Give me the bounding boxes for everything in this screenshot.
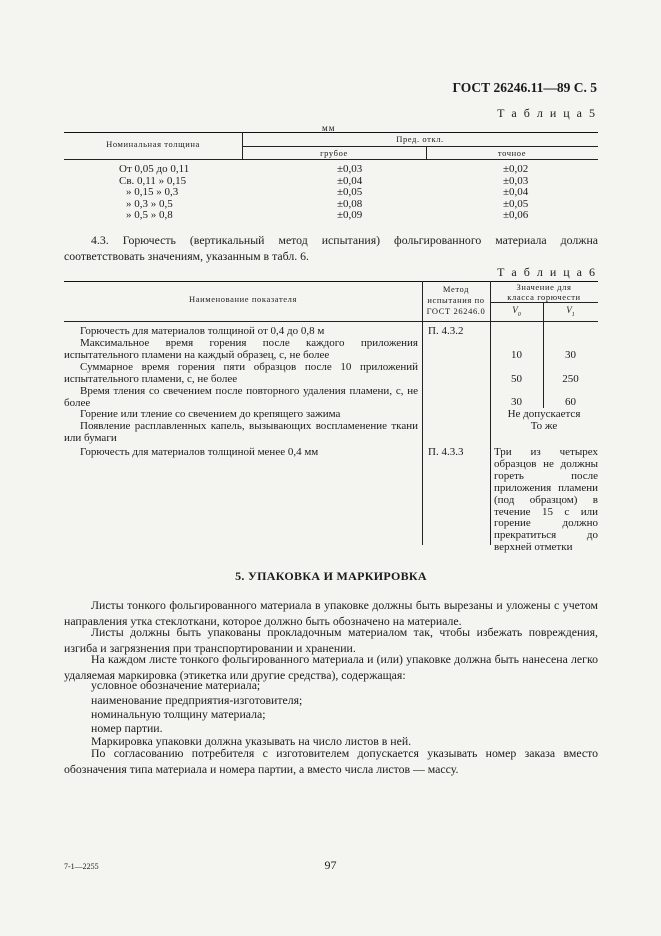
table6-row-4-v0: 30	[511, 396, 522, 408]
table5-row-5-fine: ±0,06	[503, 209, 529, 221]
table6-header-v1	[543, 305, 598, 318]
table6-row-1-method: П. 4.3.2	[428, 325, 464, 337]
table5-row-1-fine: ±0,02	[503, 163, 529, 175]
marking-item-1: условное обозначение материала;	[91, 678, 261, 692]
table5-row-2-rough: ±0,04	[337, 175, 363, 187]
marking-item-4: номер партии.	[91, 721, 163, 735]
section5-paragraph-4: Маркировка упаковки должна указывать на число листов в ней.	[91, 734, 412, 748]
table5-row-2-fine: ±0,03	[503, 175, 529, 187]
section5-paragraph-5: По согласованию потребителя с изготовителем допускается указывать номер заказа вместо обозначения типа материала и номера партии, а вместо числа листов — массу.	[64, 746, 598, 776]
table6-header-v1-letter: V	[566, 305, 572, 315]
document-header: ГОСТ 26246.11—89 С. 5	[452, 80, 597, 95]
table6-header-method-2: испытания по	[427, 295, 485, 305]
table5-row-1-thickness: От 0,05 до 0,11	[119, 163, 190, 175]
page-number: 97	[324, 858, 337, 872]
table5-unit: мм	[322, 123, 336, 133]
table6-caption: Т а б л и ц а 6	[497, 265, 597, 279]
table5-row-4-fine: ±0,05	[503, 198, 529, 210]
table5-header-rough: грубое	[320, 148, 348, 158]
table6-row-1-name: Горючесть для материалов толщиной от 0,4 до 0,8 м	[80, 325, 325, 337]
marking-item-3: номинальную толщину материала;	[91, 707, 266, 721]
section5-paragraph-3: На каждом листе тонкого фольгированного материала и (или) упаковке должна быть нанесена легко удаляемая маркировка (этикетка или другие средства), содержащая:	[64, 652, 598, 682]
table6-row-7-name: Горючесть для материалов толщиной менее 0,4 мм	[80, 446, 319, 458]
table5-row-3-rough: ±0,05	[337, 186, 363, 198]
table6-header-value-1: Значение для	[516, 282, 572, 292]
table6-row-2-v0: 10	[511, 349, 522, 361]
table6-header-value-2: класса горючести	[507, 292, 581, 302]
paragraph-4-3: 4.3. Горючесть (вертикальный метод испытания) фольгированного материала должна соответствовать значениям, указанным в табл. 6.	[64, 233, 598, 263]
section5-paragraph-1: Листы тонкого фольгированного материала в упаковке должны быть вырезаны и уложены с учетом направления утка стеклоткани, которое должно быть обозначено на материале.	[64, 598, 598, 628]
table5-row-3-thickness: » 0,15 » 0,3	[126, 186, 179, 198]
table6-header-name: Наименование показателя	[188, 294, 297, 304]
table5-row-4-rough: ±0,08	[337, 198, 363, 210]
table5-header-tolerance: Пред. откл.	[396, 134, 444, 144]
table6-row-5-name: Горение или тление со свечением до крепящего зажима	[80, 408, 341, 420]
table6-row-7-method: П. 4.3.3	[428, 446, 464, 458]
table6-row-2-name: Максимальное время горения после каждого приложения испытательного пламени на каждый образец, с, не более	[64, 337, 418, 361]
marking-item-2: наименование предприятия-изготовителя;	[91, 693, 303, 707]
table5-row-2-thickness: Св. 0,11 » 0,15	[119, 175, 187, 187]
table5-row-3-fine: ±0,04	[503, 186, 529, 198]
table5-row-4-thickness: » 0,3 » 0,5	[126, 198, 173, 210]
table6-header-v0-sub: 0	[517, 311, 521, 318]
table6-row-6-value: То же	[530, 420, 558, 432]
table5-header-fine: точное	[497, 148, 527, 158]
table6-row-4-name: Время тления со свечением после повторного удаления пламени, с, не более	[64, 385, 418, 409]
table6-header-v0	[490, 305, 543, 318]
print-code: 7-1—2255	[64, 862, 99, 871]
table6-row-3-name: Суммарное время горения пяти образцов после 10 приложений испытательного пламени, с, не более	[64, 361, 418, 385]
table5-row-1-rough: ±0,03	[337, 163, 363, 175]
section5-title: 5. УПАКОВКА И МАРКИРОВКА	[235, 569, 427, 583]
table5-header-thickness: Номинальная толщина	[106, 139, 200, 149]
table6-header-v1-sub: 1	[571, 311, 575, 318]
section5-paragraph-2: Листы должны быть упакованы прокладочным материалом так, чтобы избежать повреждения, изгиба и загрязнения при транспортировании и хранении.	[64, 625, 598, 655]
table6-row-3-v0: 50	[511, 373, 522, 385]
table6-header-v0-letter: V	[512, 305, 518, 315]
table5-caption: Т а б л и ц а 5	[497, 106, 597, 120]
table6-row-6-name: Появление расплавленных капель, вызывающих воспламенение ткани или бумаги	[64, 420, 418, 444]
table6-row-5-value: Не допускается	[507, 408, 581, 420]
table5-row-5-rough: ±0,09	[337, 209, 363, 221]
table6-header-method-3: ГОСТ 26246.0	[426, 306, 486, 316]
table6-row-3-v1: 250	[562, 373, 579, 385]
table6-row-4-v1: 60	[565, 396, 576, 408]
table6-header-method-1: Метод	[442, 284, 470, 294]
table6-row-2-v1: 30	[565, 349, 576, 361]
table6-row-7-value: Три из четырех образцов не должны гореть после приложения пламени (под образцом) в течение 15 с или горение должно прекратиться до верхней отметки	[494, 446, 598, 554]
table5-row-5-thickness: » 0,5 » 0,8	[126, 209, 173, 221]
